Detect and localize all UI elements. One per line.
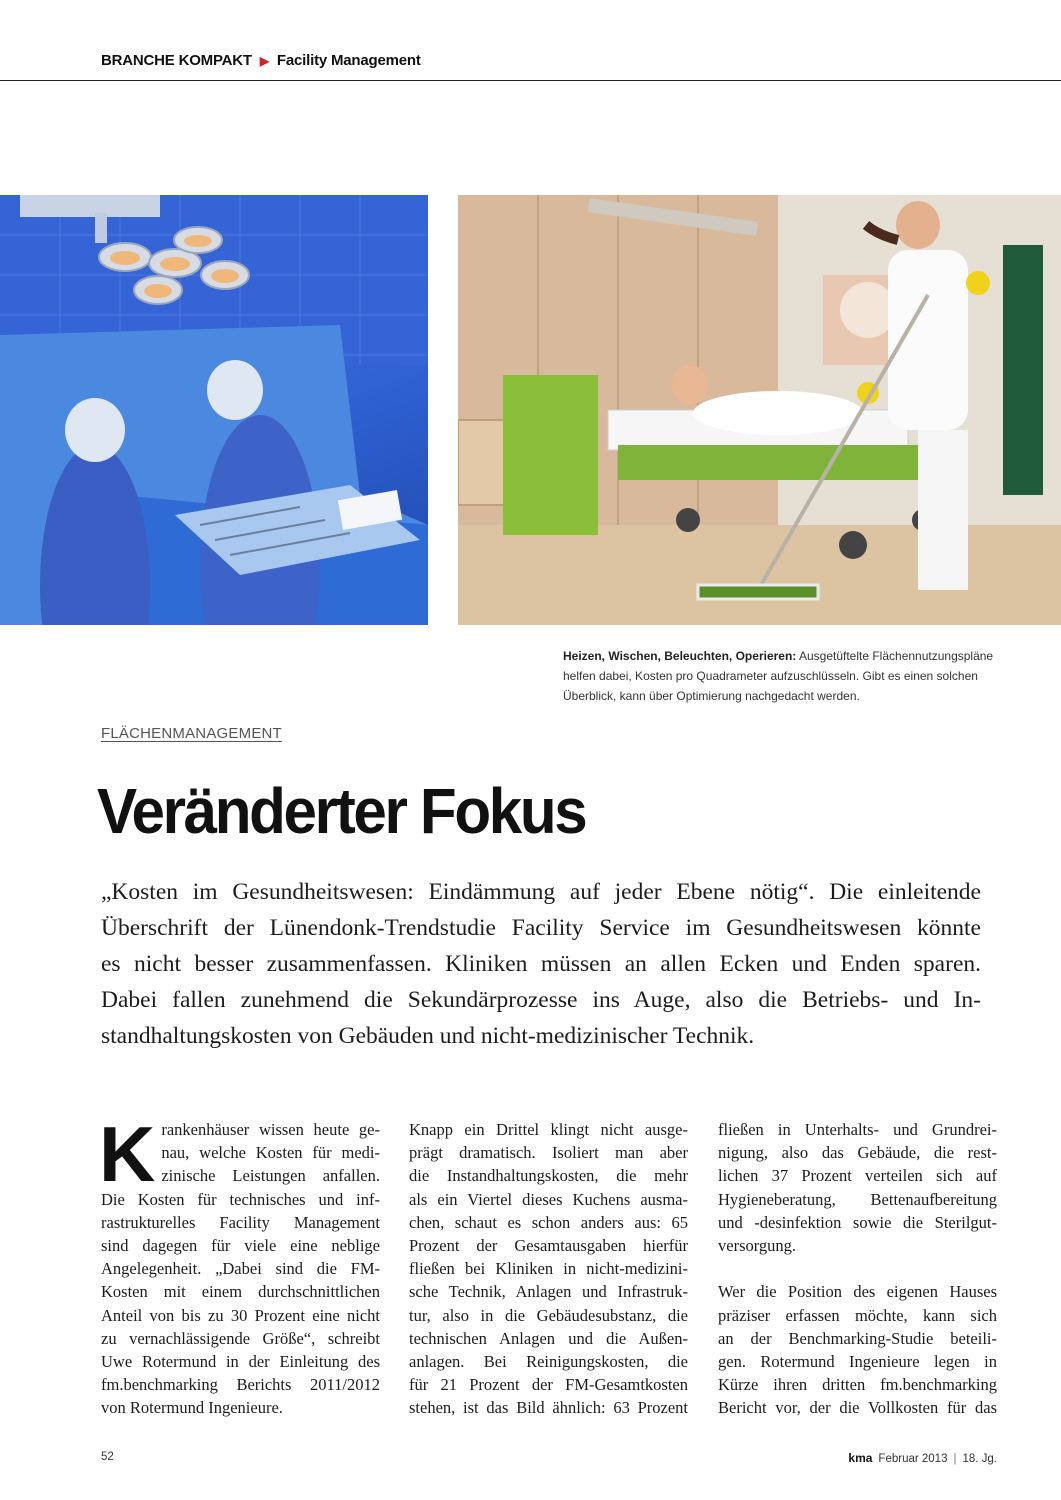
body-line: und -desinfektion sowie die Sterilgut-	[718, 1212, 997, 1232]
section-label: BRANCHE KOMPAKT	[101, 52, 252, 69]
intro-line: „Kosten im Gesundheitswesen: Eindämmung auf jeder Ebene nötig“. Die einleitende	[101, 879, 981, 905]
body-line: Knapp ein Drittel klingt nicht ausge-	[409, 1120, 688, 1139]
body-line: präziser erfassen möchte, kann sich	[718, 1305, 997, 1325]
body-line: fließen bei Kliniken in nicht-medizini-	[409, 1259, 688, 1279]
body-line: sind dagegen für viele eine neblige	[101, 1236, 380, 1256]
body-line: als ein Viertel dieses Kuchens ausma-	[409, 1189, 688, 1209]
body-line: Angelegenheit. „Dabei sind die FM-	[101, 1259, 380, 1279]
header-divider	[0, 80, 1061, 81]
body-column-3	[718, 1118, 997, 1420]
page-number: 52	[101, 1451, 114, 1463]
article-intro	[101, 874, 981, 1054]
body-line: Die Kosten für technisches und inf-	[101, 1189, 380, 1209]
body-line: fließen in Unterhalts- und Grundrei-	[718, 1120, 997, 1139]
hospital-room-photo	[458, 195, 1061, 625]
body-line: stehen, ist das Bild ähnlich: 63 Prozent	[409, 1398, 688, 1418]
magazine-name: kma	[848, 1451, 873, 1465]
body-line: Uwe Rotermund in der Einleitung des	[101, 1352, 380, 1372]
volume: 18. Jg.	[962, 1453, 997, 1465]
article-kicker: FLÄCHENMANAGEMENT	[101, 725, 282, 742]
intro-line: standhaltungskosten von Gebäuden und nicht-medizinischer Technik.	[101, 1023, 755, 1049]
body-line: rastrukturelles Facility Management	[101, 1212, 380, 1232]
paragraph-gap	[718, 1257, 997, 1280]
body-line: die Instandhaltungskosten, die mehr	[409, 1166, 688, 1186]
footer-separator: |	[953, 1453, 957, 1465]
body-line: an der Benchmarking-Studie beteili-	[718, 1328, 997, 1348]
body-line: gen. Rotermund Ingenieure legen in	[718, 1352, 997, 1372]
operating-room-photo	[0, 195, 428, 625]
body-line: anlagen. Bei Reinigungskosten, die	[409, 1352, 688, 1372]
caption-text: Ausgetüftelte Flächennutzungspläne helfen dabei, Kosten pro Quadrameter aufzuschlüsseln. Gibt es einen solchen Überblick, kann über Optimierung nachgedacht werden.	[563, 649, 994, 703]
body-column-2	[409, 1118, 688, 1420]
section-header	[101, 52, 421, 69]
body-line: Kürze ihren dritten fm.benchmarking	[718, 1375, 997, 1395]
body-line: für 21 Prozent der FM-Gesamtkosten	[409, 1375, 688, 1395]
body-line: Hygieneberatung, Bettenaufbereitung	[718, 1189, 997, 1209]
triangle-right-icon: ▶	[259, 53, 269, 68]
subsection-label: Facility Management	[276, 52, 421, 69]
body-line: fm.benchmarking Berichts 2011/2012	[101, 1375, 380, 1395]
caption-lead: Heizen, Wischen, Beleuchten, Operieren:	[563, 649, 797, 663]
body-line: sche Technik, Anlagen und Infrastruk-	[409, 1282, 688, 1302]
intro-line: Dabei fallen zunehmend die Sekundärprozesse ins Auge, also die Betriebs- und In-	[101, 987, 981, 1013]
drop-cap: K	[99, 1110, 156, 1198]
image-caption	[563, 646, 1003, 706]
body-line: Bericht vor, der die Vollkosten für das	[718, 1398, 997, 1418]
body-line: technischen Anlagen und die Außen-	[409, 1328, 688, 1348]
body-column-1	[99, 1110, 380, 1420]
body-line: nigung, also das Gebäude, die rest-	[718, 1143, 997, 1163]
magazine-footer	[848, 1451, 997, 1465]
body-line: Prozent der Gesamtausgaben hierfür	[409, 1236, 688, 1256]
body-line: chen, schaut es schon anders aus: 65	[409, 1212, 688, 1232]
body-line: lichen 37 Prozent verteilen sich auf	[718, 1166, 997, 1186]
article-headline: Veränderter Fokus	[97, 775, 586, 847]
body-line: zu vernachlässigende Größe“, schreibt	[101, 1328, 380, 1348]
body-line: tur, also in die Gebäudesubstanz, die	[409, 1305, 688, 1325]
body-line: nau, welche Kosten für medi-	[161, 1143, 380, 1163]
body-line: rankenhäuser wissen heute ge-	[161, 1120, 380, 1139]
intro-line: es nicht besser zusammenfassen. Kliniken müssen an allen Ecken und Enden sparen.	[101, 951, 981, 977]
body-line: von Rotermund Ingenieure.	[101, 1398, 283, 1418]
body-line: Kosten mit einem durchschnittlichen	[101, 1282, 380, 1302]
body-line: zinische Leistungen anfallen.	[161, 1166, 380, 1186]
intro-line: Überschrift der Lünendonk-Trendstudie Facility Service im Gesundheitswesen könnte	[101, 915, 981, 941]
body-line: Anteil von bis zu 30 Prozent eine nicht	[101, 1305, 380, 1325]
body-line: versorgung.	[718, 1236, 797, 1256]
body-line: Wer die Position des eigenen Hauses	[718, 1282, 997, 1302]
issue-date: Februar 2013	[878, 1453, 948, 1465]
body-line: prägt dramatisch. Isoliert man aber	[409, 1143, 688, 1163]
